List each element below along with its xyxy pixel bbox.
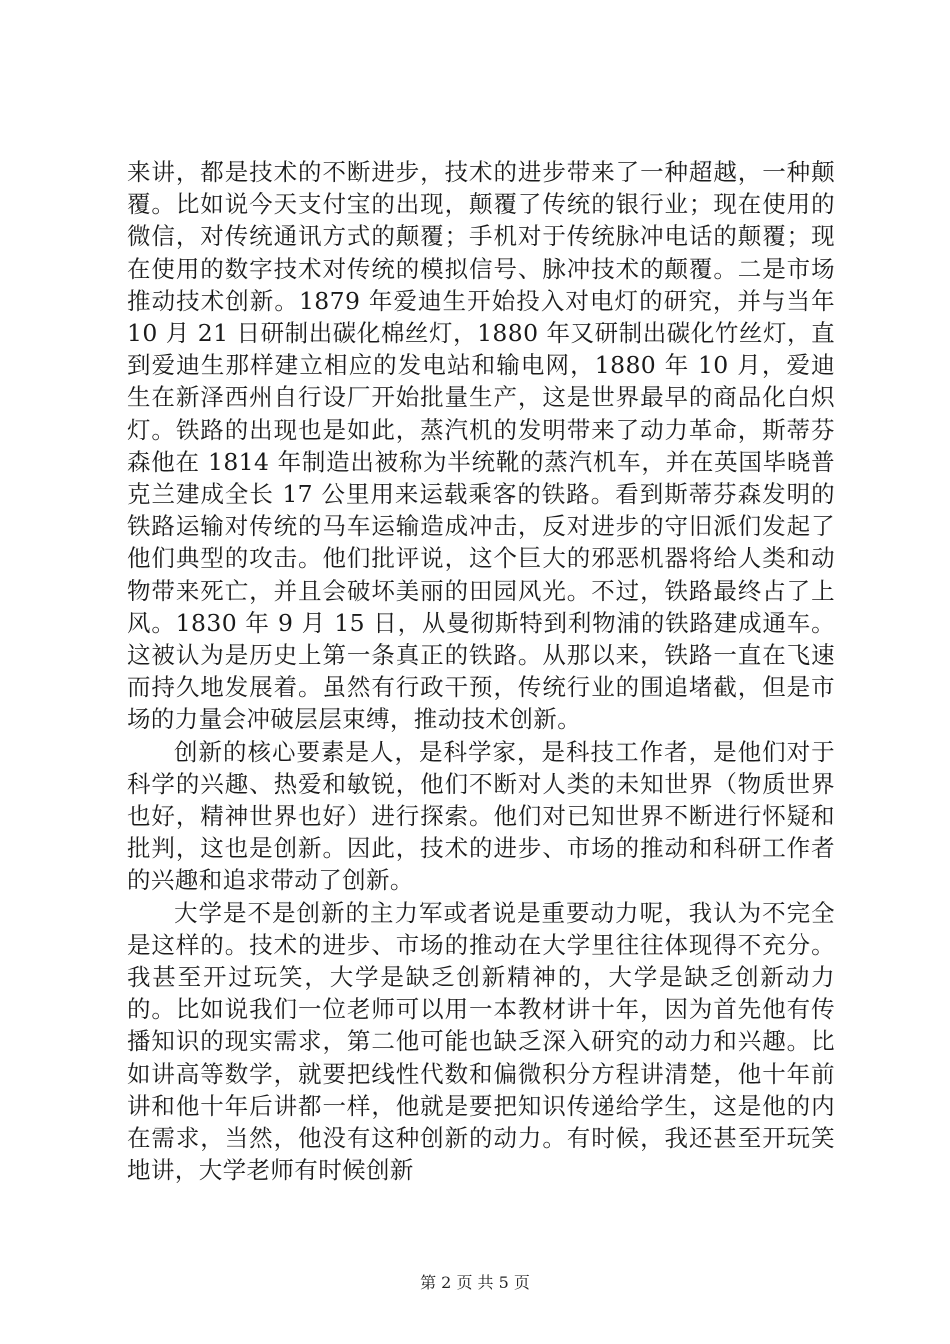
paragraph-2: 创新的核心要素是人，是科学家，是科技工作者，是他们对于科学的兴趣、热爱和敏锐，他们不断对人类的未知世界（物质世界也好，精神世界也好）进行探索。他们对已知世界不断进行怀疑和批判，这也是创新。因此，技术的进步、市场的推动和科研工作者的兴趣和追求带动了创新。 bbox=[127, 737, 835, 895]
paragraph-3: 大学是不是创新的主力军或者说是重要动力呢，我认为不完全是这样的。技术的进步、市场的推动在大学里往往体现得不充分。我甚至开过玩笑，大学是缺乏创新精神的，大学是缺乏创新动力的。比如说我们一位老师可以用一本教材讲十年，因为首先他有传播知识的现实需求，第二他可能也缺乏深入研究的动力和兴趣。比如讲高等数学，就要把线性代数和偏微积分方程讲清楚，他十年前讲和他十年后讲都一样，他就是要把知识传递给学生，这是他的内在需求，当然，他没有这种创新的动力。有时候，我还甚至开玩笑地讲，大学老师有时候创新 bbox=[127, 898, 835, 1185]
page-number-footer: 第 2 页 共 5 页 bbox=[420, 1273, 530, 1292]
paragraph-1: 来讲，都是技术的不断进步，技术的进步带来了一种超越，一种颠覆。比如说今天支付宝的出现，颠覆了传统的银行业；现在使用的微信，对传统通讯方式的颠覆；手机对于传统脉冲电话的颠覆；现在使用的数字技术对传统的模拟信号、脉冲技术的颠覆。二是市场推动技术创新。1879 年爱迪生开始投入对电灯的研究，并与当年 10 月 21 日研制出碳化棉丝灯，1880 年又研制出碳化竹丝灯，直到爱迪生那样建立相应的发电站和输电网，1880 年 10 月，爱迪生在新泽西州自行设厂开始批量生产，这是世界最早的商品化白炽灯。铁路的出现也是如此，蒸汽机的发明带来了动力革命，斯蒂芬森他在 1814 年制造出被称为半统靴的蒸汽机车，并在英国毕晓普克兰建成全长 17 公里用来运载乘客的铁路。看到斯蒂芬森发明的铁路运输对传统的马车运输造成冲击，反对进步的守旧派们发起了他们典型的攻击。他们批评说，这个巨大的邪恶机器将给人类和动物带来死亡，并且会破坏美丽的田园风光。不过，铁路最终占了上风。1830 年 9 月 15 日，从曼彻斯特到利物浦的铁路建成通车。这被认为是历史上第一条真正的铁路。从那以来，铁路一直在飞速而持久地发展着。虽然有行政干预，传统行业的围追堵截，但是市场的力量会冲破层层束缚，推动技术创新。 bbox=[127, 158, 835, 734]
document-body bbox=[127, 156, 835, 1187]
